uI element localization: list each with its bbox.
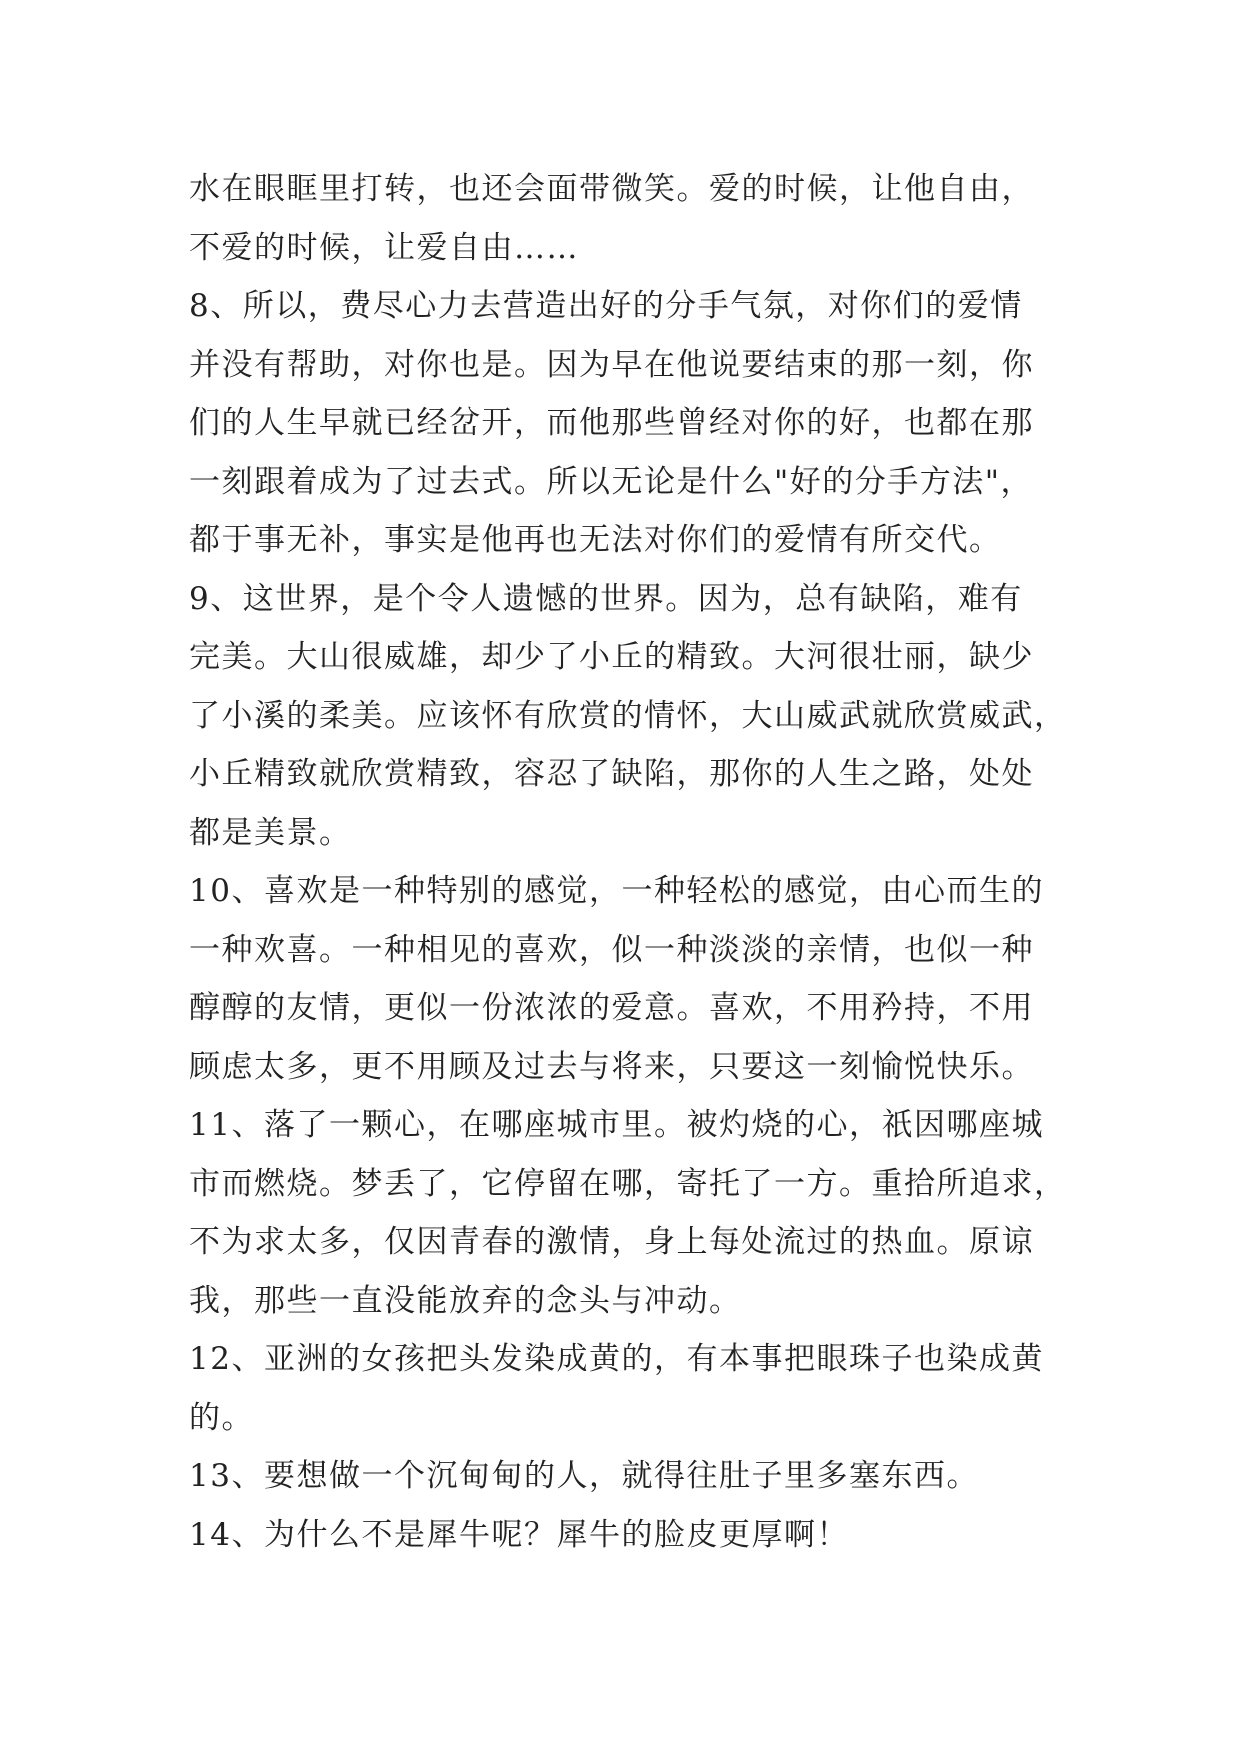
text-line: 不为求太多，仅因青春的激情，身上每处流过的热血。原谅	[189, 1224, 1034, 1260]
text-line: 完美。大山很威雄，却少了小丘的精致。大河很壮丽，缺少	[189, 639, 1034, 675]
document-body	[189, 160, 1067, 1564]
paragraph-10-line: 10、喜欢是一种特别的感觉，一种轻松的感觉，由心而生的	[189, 873, 1044, 909]
paragraph-12-line: 12、亚洲的女孩把头发染成黄的，有本事把眼珠子也染成黄	[189, 1341, 1044, 1377]
text-line: 一刻跟着成为了过去式。所以无论是什么"好的分手方法"，	[189, 463, 1034, 500]
text-line: 顾虑太多，更不用顾及过去与将来，只要这一刻愉悦快乐。	[189, 1048, 1034, 1085]
paragraph-14-line: 14、为什么不是犀牛呢？犀牛的脸皮更厚啊！	[189, 1516, 849, 1553]
paragraph-11-line: 11、落了一颗心，在哪座城市里。被灼烧的心，祇因哪座城	[189, 1107, 1044, 1143]
text-line: 不爱的时候，让爱自由……	[189, 229, 579, 266]
text-line: 都于事无补，事实是他再也无法对你们的爱情有所交代。	[189, 522, 1002, 558]
text-line: 市而燃烧。梦丢了，它停留在哪，寄托了一方。重拾所追求，	[189, 1165, 1067, 1202]
paragraph-9-line: 9、这世界，是个令人遗憾的世界。因为，总有缺陷，难有	[189, 580, 1023, 617]
paragraph-13-line: 13、要想做一个沉甸甸的人，就得往肚子里多塞东西。	[189, 1458, 979, 1494]
text-line: 们的人生早就已经岔开，而他那些曾经对你的好，也都在那	[189, 405, 1034, 441]
text-line: 水在眼眶里打转，也还会面带微笑。爱的时候，让他自由，	[189, 171, 1034, 207]
text-line: 醇醇的友情，更似一份浓浓的爱意。喜欢，不用矜持，不用	[189, 990, 1034, 1026]
text-line: 小丘精致就欣赏精致，容忍了缺陷，那你的人生之路，处处	[189, 756, 1034, 792]
text-line: 并没有帮助，对你也是。因为早在他说要结束的那一刻，你	[189, 346, 1034, 383]
text-line: 的。	[189, 1399, 254, 1436]
text-line: 一种欢喜。一种相见的喜欢，似一种淡淡的亲情，也似一种	[189, 931, 1034, 968]
paragraph-8-line: 8、所以，费尽心力去营造出好的分手气氛，对你们的爱情	[189, 288, 1023, 324]
text-line: 都是美景。	[189, 814, 352, 851]
text-line: 了小溪的柔美。应该怀有欣赏的情怀，大山威武就欣赏威武，	[189, 697, 1067, 734]
text-line: 我，那些一直没能放弃的念头与冲动。	[189, 1282, 742, 1319]
